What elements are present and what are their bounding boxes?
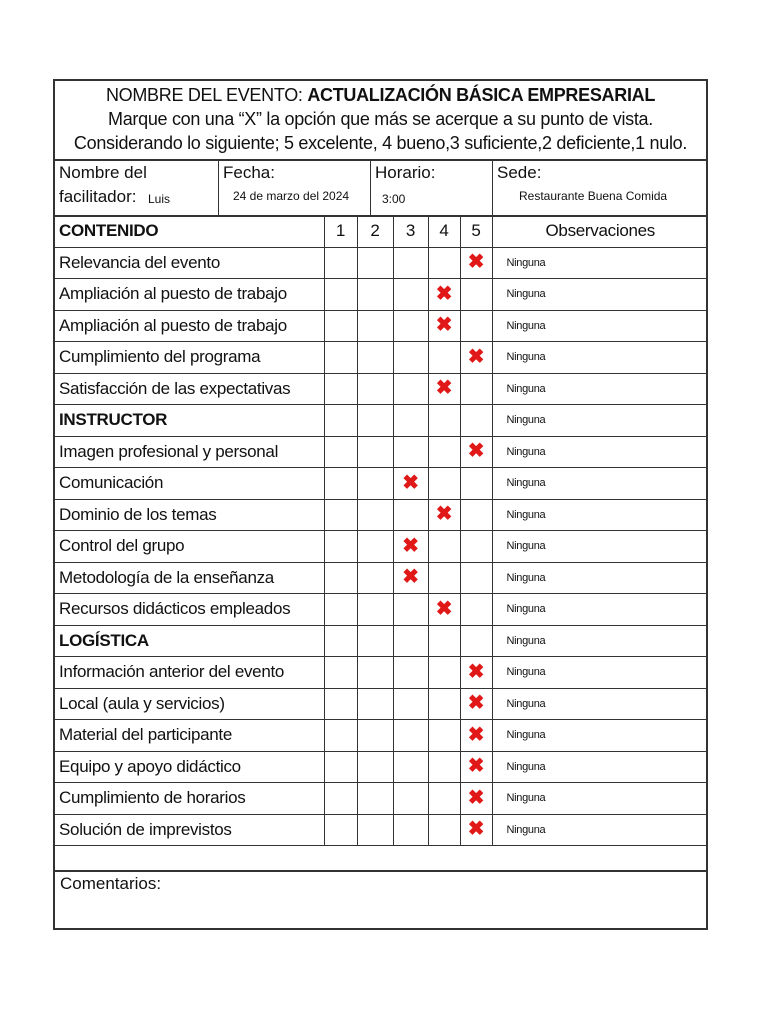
event-title-line xyxy=(55,85,706,106)
comments-box[interactable] xyxy=(55,870,706,928)
score-cell-1[interactable] xyxy=(324,247,357,279)
comments-label: Comentarios: xyxy=(60,874,162,893)
scale-text: Considerando lo siguiente; 5 excelente, 4 bueno,3 suficiente,2 deficiente,1 nulo. xyxy=(73,133,688,153)
score-cell-4[interactable] xyxy=(428,783,460,815)
score-cell-3[interactable] xyxy=(393,531,428,563)
criterion-row xyxy=(55,310,708,342)
criterion-row xyxy=(55,751,708,783)
x-mark-icon: ✖ xyxy=(467,692,485,715)
observation-cell[interactable]: Ninguna xyxy=(492,499,708,531)
criterion-label: Material del participante xyxy=(55,720,324,752)
score-cell-4[interactable] xyxy=(428,310,460,342)
facilitator-value[interactable]: Luis xyxy=(148,192,171,206)
score-cell-1[interactable] xyxy=(324,783,357,815)
observation-cell[interactable]: Ninguna xyxy=(492,373,708,405)
score-cell-5[interactable] xyxy=(460,783,492,815)
criterion-row xyxy=(55,279,708,311)
score-header-1: 1 xyxy=(324,216,357,248)
observation-cell[interactable]: Ninguna xyxy=(492,310,708,342)
criterion-row xyxy=(55,657,708,689)
criterion-row xyxy=(55,814,708,846)
score-cell-4[interactable] xyxy=(428,657,460,689)
score-cell-2[interactable] xyxy=(357,688,393,720)
section-label: LOGÍSTICA xyxy=(55,625,324,657)
score-cell-5[interactable] xyxy=(460,531,492,563)
observation-cell[interactable]: Ninguna xyxy=(492,247,708,279)
observation-cell[interactable]: Ninguna xyxy=(492,562,708,594)
x-mark-icon: ✖ xyxy=(435,282,453,305)
section-row xyxy=(55,405,708,437)
section-label: INSTRUCTOR xyxy=(55,405,324,437)
score-cell-3[interactable] xyxy=(393,562,428,594)
form-header xyxy=(55,81,706,161)
score-cell-1[interactable] xyxy=(324,405,357,437)
score-cell-4[interactable] xyxy=(428,625,460,657)
score-cell-2[interactable] xyxy=(357,562,393,594)
x-mark-icon: ✖ xyxy=(467,251,485,274)
score-cell-4[interactable] xyxy=(428,247,460,279)
criterion-label: Recursos didácticos empleados xyxy=(55,594,324,626)
criterion-label: Relevancia del evento xyxy=(55,247,324,279)
criterion-label: Comunicación xyxy=(55,468,324,500)
score-cell-3[interactable] xyxy=(393,499,428,531)
score-cell-2[interactable] xyxy=(357,783,393,815)
score-cell-4[interactable] xyxy=(428,751,460,783)
criterion-row xyxy=(55,531,708,563)
score-cell-1[interactable] xyxy=(324,751,357,783)
score-cell-4[interactable] xyxy=(428,436,460,468)
time-value[interactable]: 3:00 xyxy=(382,192,406,206)
criterion-label: Cumplimiento del programa xyxy=(55,342,324,374)
observation-cell[interactable]: Ninguna xyxy=(492,625,708,657)
facilitator-label-1: Nombre del xyxy=(59,163,147,182)
score-cell-4[interactable] xyxy=(428,499,460,531)
observation-cell[interactable]: Ninguna xyxy=(492,688,708,720)
score-cell-3[interactable] xyxy=(393,310,428,342)
score-cell-2[interactable] xyxy=(357,751,393,783)
score-cell-2[interactable] xyxy=(357,814,393,846)
time-cell xyxy=(371,159,493,215)
criterion-row xyxy=(55,342,708,374)
score-cell-5[interactable] xyxy=(460,499,492,531)
score-cell-2[interactable] xyxy=(357,625,393,657)
score-cell-1[interactable] xyxy=(324,531,357,563)
score-cell-1[interactable] xyxy=(324,436,357,468)
score-cell-5[interactable] xyxy=(460,247,492,279)
score-cell-1[interactable] xyxy=(324,625,357,657)
score-cell-1[interactable] xyxy=(324,468,357,500)
observation-cell[interactable]: Ninguna xyxy=(492,436,708,468)
x-mark-icon: ✖ xyxy=(435,503,453,526)
x-mark-icon: ✖ xyxy=(467,660,485,683)
x-mark-icon: ✖ xyxy=(467,755,485,778)
score-cell-5[interactable] xyxy=(460,814,492,846)
content-section-header: CONTENIDO xyxy=(55,216,324,248)
score-cell-1[interactable] xyxy=(324,594,357,626)
criterion-label: Ampliación al puesto de trabajo xyxy=(55,279,324,311)
score-cell-4[interactable] xyxy=(428,594,460,626)
x-mark-icon: ✖ xyxy=(402,534,419,557)
observation-cell[interactable]: Ninguna xyxy=(492,814,708,846)
score-cell-3[interactable] xyxy=(393,342,428,374)
score-cell-5[interactable] xyxy=(460,373,492,405)
criterion-row xyxy=(55,247,708,279)
info-row xyxy=(55,159,706,217)
score-cell-4[interactable] xyxy=(428,468,460,500)
event-name: ACTUALIZACIÓN BÁSICA EMPRESARIAL xyxy=(307,85,656,105)
score-cell-2[interactable] xyxy=(357,594,393,626)
score-cell-4[interactable] xyxy=(428,373,460,405)
score-cell-1[interactable] xyxy=(324,688,357,720)
score-cell-5[interactable] xyxy=(460,594,492,626)
score-cell-3[interactable] xyxy=(393,657,428,689)
criterion-label: Control del grupo xyxy=(55,531,324,563)
x-mark-icon: ✖ xyxy=(467,723,485,746)
score-cell-1[interactable] xyxy=(324,720,357,752)
score-cell-3[interactable] xyxy=(393,751,428,783)
score-header-3: 3 xyxy=(393,216,428,248)
score-cell-4[interactable] xyxy=(428,814,460,846)
observation-cell[interactable]: Ninguna xyxy=(492,657,708,689)
x-mark-icon: ✖ xyxy=(402,566,419,589)
score-cell-3[interactable] xyxy=(393,688,428,720)
observation-cell[interactable]: Ninguna xyxy=(492,720,708,752)
score-cell-3[interactable] xyxy=(393,783,428,815)
score-cell-5[interactable] xyxy=(460,405,492,437)
score-cell-2[interactable] xyxy=(357,720,393,752)
criterion-label: Información anterior del evento xyxy=(55,657,324,689)
criterion-label: Cumplimiento de horarios xyxy=(55,783,324,815)
score-cell-2[interactable] xyxy=(357,373,393,405)
time-label: Horario: xyxy=(375,163,436,182)
observation-cell[interactable]: Ninguna xyxy=(492,279,708,311)
score-cell-3[interactable] xyxy=(393,625,428,657)
x-mark-icon: ✖ xyxy=(435,597,453,620)
x-mark-icon: ✖ xyxy=(467,818,485,841)
event-prefix: NOMBRE DEL EVENTO: xyxy=(105,85,303,105)
score-cell-3[interactable] xyxy=(393,594,428,626)
score-cell-2[interactable] xyxy=(357,657,393,689)
criterion-label: Satisfacción de las expectativas xyxy=(55,373,324,405)
score-cell-4[interactable] xyxy=(428,531,460,563)
criterion-label: Ampliación al puesto de trabajo xyxy=(55,310,324,342)
score-cell-3[interactable] xyxy=(393,436,428,468)
criterion-row xyxy=(55,688,708,720)
score-cell-5[interactable] xyxy=(460,688,492,720)
criterion-label: Dominio de los temas xyxy=(55,499,324,531)
table-header-row xyxy=(55,216,708,248)
score-cell-3[interactable] xyxy=(393,720,428,752)
score-cell-2[interactable] xyxy=(357,531,393,563)
date-cell xyxy=(219,159,371,215)
score-cell-5[interactable] xyxy=(460,562,492,594)
criterion-label: Local (aula y servicios) xyxy=(55,688,324,720)
score-cell-3[interactable] xyxy=(393,373,428,405)
score-cell-3[interactable] xyxy=(393,814,428,846)
score-cell-1[interactable] xyxy=(324,279,357,311)
score-cell-4[interactable] xyxy=(428,342,460,374)
criterion-label: Metodología de la enseñanza xyxy=(55,562,324,594)
score-cell-1[interactable] xyxy=(324,657,357,689)
score-cell-5[interactable] xyxy=(460,342,492,374)
evaluation-form xyxy=(53,79,708,930)
score-cell-5[interactable] xyxy=(460,720,492,752)
x-mark-icon: ✖ xyxy=(467,345,485,368)
criterion-row xyxy=(55,783,708,815)
x-mark-icon: ✖ xyxy=(467,786,485,809)
score-cell-4[interactable] xyxy=(428,720,460,752)
venue-cell xyxy=(493,159,708,215)
score-cell-1[interactable] xyxy=(324,562,357,594)
score-cell-3[interactable] xyxy=(393,405,428,437)
observation-cell[interactable]: Ninguna xyxy=(492,531,708,563)
venue-label: Sede: xyxy=(497,163,542,182)
score-cell-2[interactable] xyxy=(357,436,393,468)
score-cell-2[interactable] xyxy=(357,405,393,437)
criterion-row xyxy=(55,373,708,405)
score-cell-5[interactable] xyxy=(460,310,492,342)
score-cell-3[interactable] xyxy=(393,279,428,311)
criterion-row xyxy=(55,720,708,752)
score-cell-1[interactable] xyxy=(324,373,357,405)
observation-cell[interactable]: Ninguna xyxy=(492,783,708,815)
venue-value[interactable]: Restaurante Buena Comida xyxy=(519,189,668,203)
observation-cell[interactable]: Ninguna xyxy=(492,468,708,500)
score-cell-4[interactable] xyxy=(428,562,460,594)
criterion-label: Solución de imprevistos xyxy=(55,814,324,846)
instruction-text: Marque con una “X” la opción que más se acerque a su punto de vista. xyxy=(108,109,653,129)
score-cell-2[interactable] xyxy=(357,247,393,279)
criterion-label: Imagen profesional y personal xyxy=(55,436,324,468)
criterion-row xyxy=(55,468,708,500)
score-cell-4[interactable] xyxy=(428,688,460,720)
score-cell-5[interactable] xyxy=(460,436,492,468)
score-cell-4[interactable] xyxy=(428,405,460,437)
score-cell-5[interactable] xyxy=(460,751,492,783)
date-value[interactable]: 24 de marzo del 2024 xyxy=(233,189,350,203)
score-cell-5[interactable] xyxy=(460,279,492,311)
criterion-label: Equipo y apoyo didáctico xyxy=(55,751,324,783)
x-mark-icon: ✖ xyxy=(402,471,419,494)
criterion-row xyxy=(55,562,708,594)
score-cell-2[interactable] xyxy=(357,342,393,374)
evaluation-table xyxy=(55,215,708,846)
observation-cell[interactable]: Ninguna xyxy=(492,405,708,437)
score-cell-4[interactable] xyxy=(428,279,460,311)
observations-header: Observaciones xyxy=(492,216,708,248)
score-cell-2[interactable] xyxy=(357,499,393,531)
section-row xyxy=(55,625,708,657)
score-cell-2[interactable] xyxy=(357,310,393,342)
facilitator-cell xyxy=(55,159,219,215)
score-cell-1[interactable] xyxy=(324,342,357,374)
score-cell-1[interactable] xyxy=(324,499,357,531)
criterion-row xyxy=(55,499,708,531)
date-label: Fecha: xyxy=(223,163,275,182)
score-cell-5[interactable] xyxy=(460,657,492,689)
x-mark-icon: ✖ xyxy=(435,377,453,400)
score-cell-3[interactable] xyxy=(393,468,428,500)
facilitator-label-2: facilitador: xyxy=(59,187,137,206)
observation-cell[interactable]: Ninguna xyxy=(492,342,708,374)
criterion-row xyxy=(55,594,708,626)
score-cell-1[interactable] xyxy=(324,310,357,342)
score-cell-3[interactable] xyxy=(393,247,428,279)
observation-cell[interactable]: Ninguna xyxy=(492,594,708,626)
score-cell-5[interactable] xyxy=(460,625,492,657)
criterion-row xyxy=(55,436,708,468)
score-header-4: 4 xyxy=(428,216,460,248)
score-cell-2[interactable] xyxy=(357,468,393,500)
score-header-2: 2 xyxy=(357,216,393,248)
x-mark-icon: ✖ xyxy=(467,440,485,463)
score-cell-1[interactable] xyxy=(324,814,357,846)
score-cell-5[interactable] xyxy=(460,468,492,500)
score-cell-2[interactable] xyxy=(357,279,393,311)
observation-cell[interactable]: Ninguna xyxy=(492,751,708,783)
score-header-5: 5 xyxy=(460,216,492,248)
x-mark-icon: ✖ xyxy=(435,314,453,337)
